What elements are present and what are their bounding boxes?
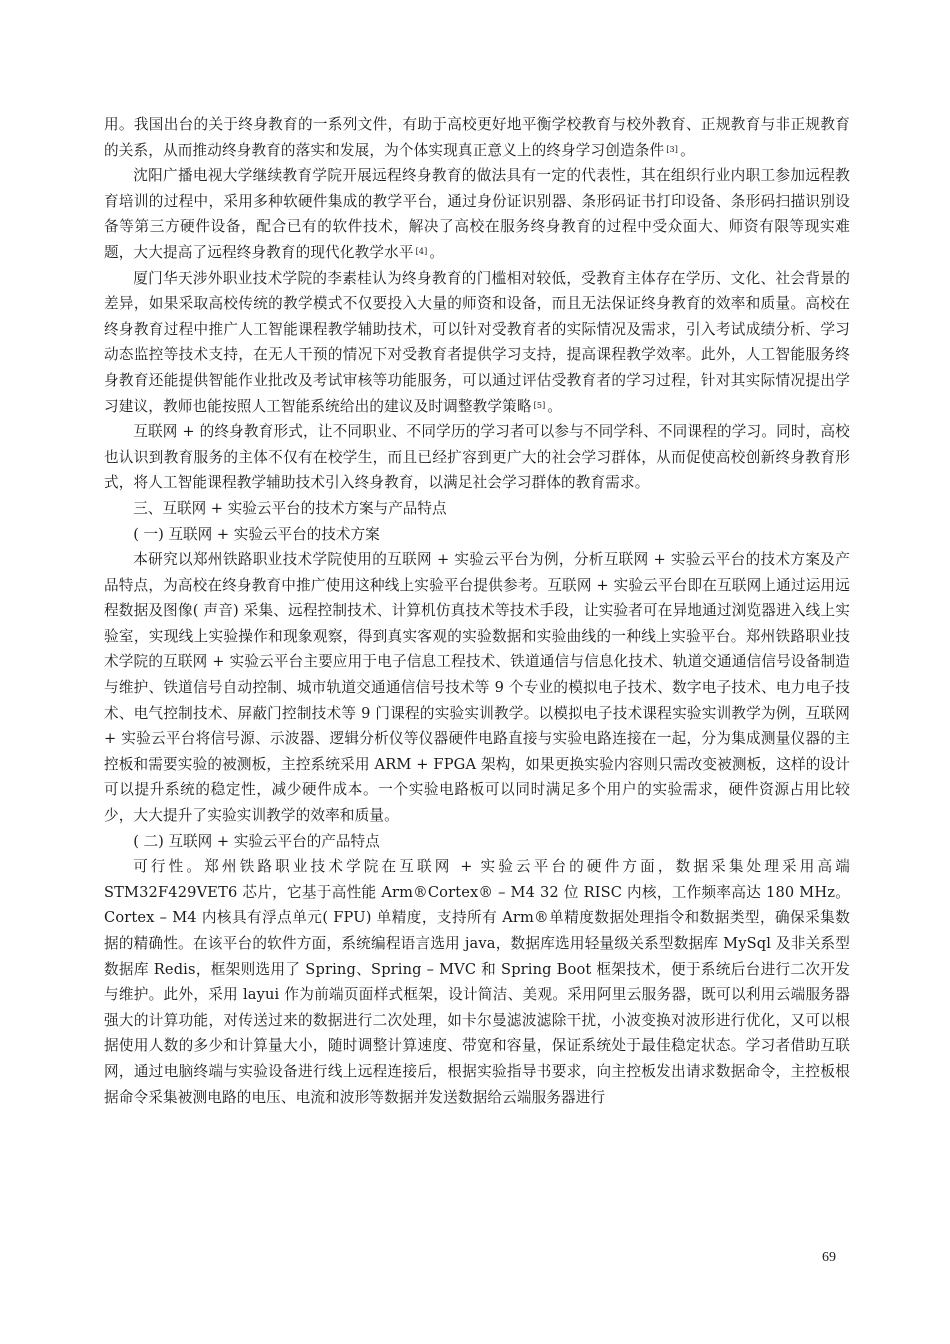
article-body [104, 112, 850, 1110]
paragraph-feasibility: 可行性。郑州铁路职业技术学院在互联网 + 实验云平台的硬件方面，数据采集处理采用高端 STM32F429VET6 芯片，它基于高性能 Arm®Cortex® – M4 32 位 RISC 内核，工作频率高达 180 MHz。Cortex – M4 内核具有浮点单元( FPU) 单精度，支持所有 Arm®单精度数据处理指令和数据类型，确保采集数据的精确性。在该平台的软件方面，系统编程语言选用 java，数据库选用轻量级关系型数据库 MySql 及非关系型数据库 Redis，框架则选用了 Spring、Spring – MVC 和 Spring Boot 框架技术，便于系统后台进行二次开发与维护。此外，采用 layui 作为前端页面样式框架，设计简洁、美观。采用阿里云服务器，既可以利用云端服务器强大的计算功能，对传送过来的数据进行二次处理，如卡尔曼滤波滤除干扰，小波变换对波形进行优化，又可以根据使用人数的多少和计算量大小，随时调整计算速度、带宽和容量，保证系统处于最佳稳定状态。学习者借助互联网，通过电脑终端与实验设备进行线上远程连接后，根据实验指导书要求，向主控板发出请求数据命令，主控板根据命令采集被测电路的电压、电流和波形等数据并发送数据给云端服务器进行 [104, 858, 850, 1106]
paragraph-text: 厦门华天涉外职业技术学院的李素桂认为终身教育的门槛相对较低，受教育主体存在学历、文化、社会背景的差异，如果采取高校传统的教学模式不仅要投入大量的师资和设备，而且无法保证终身教育的效率和质量。高校在终身教育过程中推广人工智能课程教学辅助技术，可以针对受教育者的实际情况及需求，引入考试成绩分析、学习动态监控等技术支持，在无人干预的情况下对受教育者提供学习支持，提高课程教学效率。此外，人工智能服务终身教育还能提供智能作业批改及考试审核等功能服务，可以通过评估受教育者的学习过程，针对其实际情况提出学习建议，教师也能按照人工智能系统给出的建议及时调整教学策略 [104, 269, 850, 415]
citation-ref: [4] [415, 246, 428, 256]
paragraph-end: 。 [547, 397, 563, 415]
subsection-heading-2: ( 二) 互联网 + 实验云平台的产品特点 [133, 832, 380, 850]
subsection-heading-1: ( 一) 互联网 + 实验云平台的技术方案 [133, 525, 380, 543]
citation-ref: [3] [666, 144, 679, 154]
citation-ref: [5] [533, 400, 546, 410]
paragraph-end: 。 [429, 243, 445, 261]
paragraph-end: 。 [680, 141, 695, 159]
paragraph-xiamen [104, 266, 850, 420]
paragraph-text: 用。我国出台的关于终身教育的一系列文件，有助于高校更好地平衡学校教育与校外教育、正规教育与非正规教育的关系，从而推动终身教育的落实和发展，为个体实现真正意义上的终身学习创造条件 [104, 116, 850, 159]
paragraph-technical-scheme: 本研究以郑州铁路职业技术学院使用的互联网 + 实验云平台为例，分析互联网 + 实验云平台的技术方案及产品特点，为高校在终身教育中推广使用这种线上实验平台提供参考。互联网 + 实验云平台即在互联网上通过运用远程数据及图像( 声音) 采集、远程控制技术、计算机仿真技术等技术手段，让实验者可在异地通过浏览器进入线上实验室，实现线上实验操作和现象观察，得到真实客观的实验数据和实验曲线的一种线上实验平台。郑州铁路职业技术学院的互联网 + 实验云平台主要应用于电子信息工程技术、铁道通信与信息化技术、轨道交通通信信号设备制造与维护、铁道信号自动控制、城市轨道交通通信信号技术等 9 个专业的模拟电子技术、数字电子技术、电力电子技术、电气控制技术、屏蔽门控制技术等 9 门课程的实验实训教学。以模拟电子技术课程实验实训教学为例，互联网 + 实验云平台将信号源、示波器、逻辑分析仪等仪器硬件电路直接与实验电路连接在一起，分为集成测量仪器的主控板和需要实验的被测板，主控系统采用 ARM + FPGA 架构，如果更换实验内容则只需改变被测板，这样的设计可以提升系统的稳定性，减少硬件成本。一个实验电路板可以同时满足多个用户的实验需求，硬件资源占用比较少，大大提升了实验实训教学的效率和质量。 [104, 551, 850, 825]
paragraph-shenyang [104, 163, 850, 265]
section-heading: 三、互联网 + 实验云平台的技术方案与产品特点 [133, 499, 447, 517]
paragraph-text: 沈阳广播电视大学继续教育学院开展远程终身教育的做法具有一定的代表性，其在组织行业内职工参加远程教育培训的过程中，采用多种软硬件集成的教学平台，通过身份证识别器、条形码证书打印设备、条形码扫描识别设备等第三方硬件设备，配合已有的软件技术，解决了高校在服务终身教育的过程中受众面大、师资有限等现实难题，大大提高了远程终身教育的现代化教学水平 [104, 167, 850, 261]
paragraph-internet-plus: 互联网 + 的终身教育形式，让不同职业、不同学历的学习者可以参与不同学科、不同课程的学习。同时，高校也认识到教育服务的主体不仅有在校学生，而且已经扩容到更广大的社会学习群体，从而促使高校创新终身教育形式，将人工智能课程教学辅助技术引入终身教育，以满足社会学习群体的教育需求。 [104, 423, 850, 492]
page-number: 69 [822, 1250, 836, 1265]
paragraph-continuation [104, 112, 850, 163]
